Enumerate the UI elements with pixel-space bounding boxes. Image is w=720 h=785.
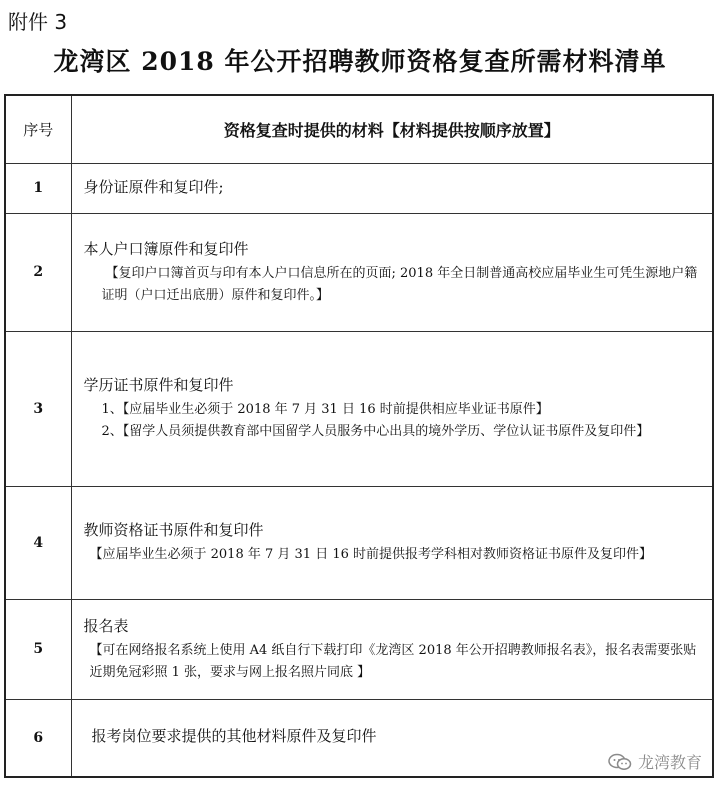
item-title: 本人户口簿原件和复印件 xyxy=(83,239,249,258)
row-number: 4 xyxy=(5,486,71,599)
watermark-text: 龙湾教育 xyxy=(637,753,702,772)
row-number: 3 xyxy=(5,331,71,486)
item-title: 教师资格证书原件和复印件 xyxy=(83,521,264,539)
table-row xyxy=(5,599,713,699)
item-detail: 1、【应届毕业生必须于 2018 年 7 月 31 日 16 时前提供相应毕业证书原件】 xyxy=(101,402,549,417)
table-row xyxy=(5,486,713,599)
page-title: 龙湾区 2018 年公开招聘教师资格复查所需材料清单 xyxy=(53,47,667,76)
item-detail: 【复印户口簿首页与印有本人户口信息所在的页面; 2018 年全日制普通高校应届毕业生可凭生源地户籍证明（户口迁出底册）原件和复印件。】 xyxy=(101,265,698,303)
row-materials xyxy=(71,486,713,599)
table-row xyxy=(5,331,713,486)
materials-table xyxy=(4,94,714,778)
item-title: 学历证书原件和复印件 xyxy=(83,376,234,394)
attachment-label: 附件 3 xyxy=(8,10,68,34)
item-detail: 2、【留学人员须提供教育部中国留学人员服务中心出具的境外学历、学位认证书原件及复印件】 xyxy=(101,424,650,439)
row-number: 2 xyxy=(5,213,71,331)
item-title: 报名表 xyxy=(83,616,129,635)
row-materials xyxy=(71,599,713,699)
item-detail: 【可在网络报名系统上使用 A4 纸自行下载打印《龙湾区 2018 年公开招聘教师报名表》，报名表需要张贴近期免冠彩照 1 张，要求与网上报名照片同底 】 xyxy=(89,642,697,680)
watermark xyxy=(608,750,702,773)
table-row xyxy=(5,163,713,213)
wechat-icon xyxy=(608,753,632,771)
row-materials xyxy=(71,331,713,486)
row-materials xyxy=(71,213,713,331)
item-title: 报考岗位要求提供的其他材料原件及复印件 xyxy=(91,727,377,746)
row-number: 1 xyxy=(5,163,71,213)
row-number: 6 xyxy=(5,699,71,777)
row-number: 5 xyxy=(5,599,71,699)
table-row xyxy=(5,213,713,331)
row-materials xyxy=(71,163,713,213)
table-row xyxy=(5,699,713,777)
header-number: 序号 xyxy=(5,95,71,163)
item-detail: 【应届毕业生必须于 2018 年 7 月 31 日 16 时前提供报考学科相对教师资格证书原件及复印件】 xyxy=(89,547,652,562)
header-materials: 资格复查时提供的材料【材料提供按顺序放置】 xyxy=(71,95,713,163)
item-title: 身份证原件和复印件; xyxy=(83,177,224,196)
table-header-row xyxy=(5,95,713,163)
